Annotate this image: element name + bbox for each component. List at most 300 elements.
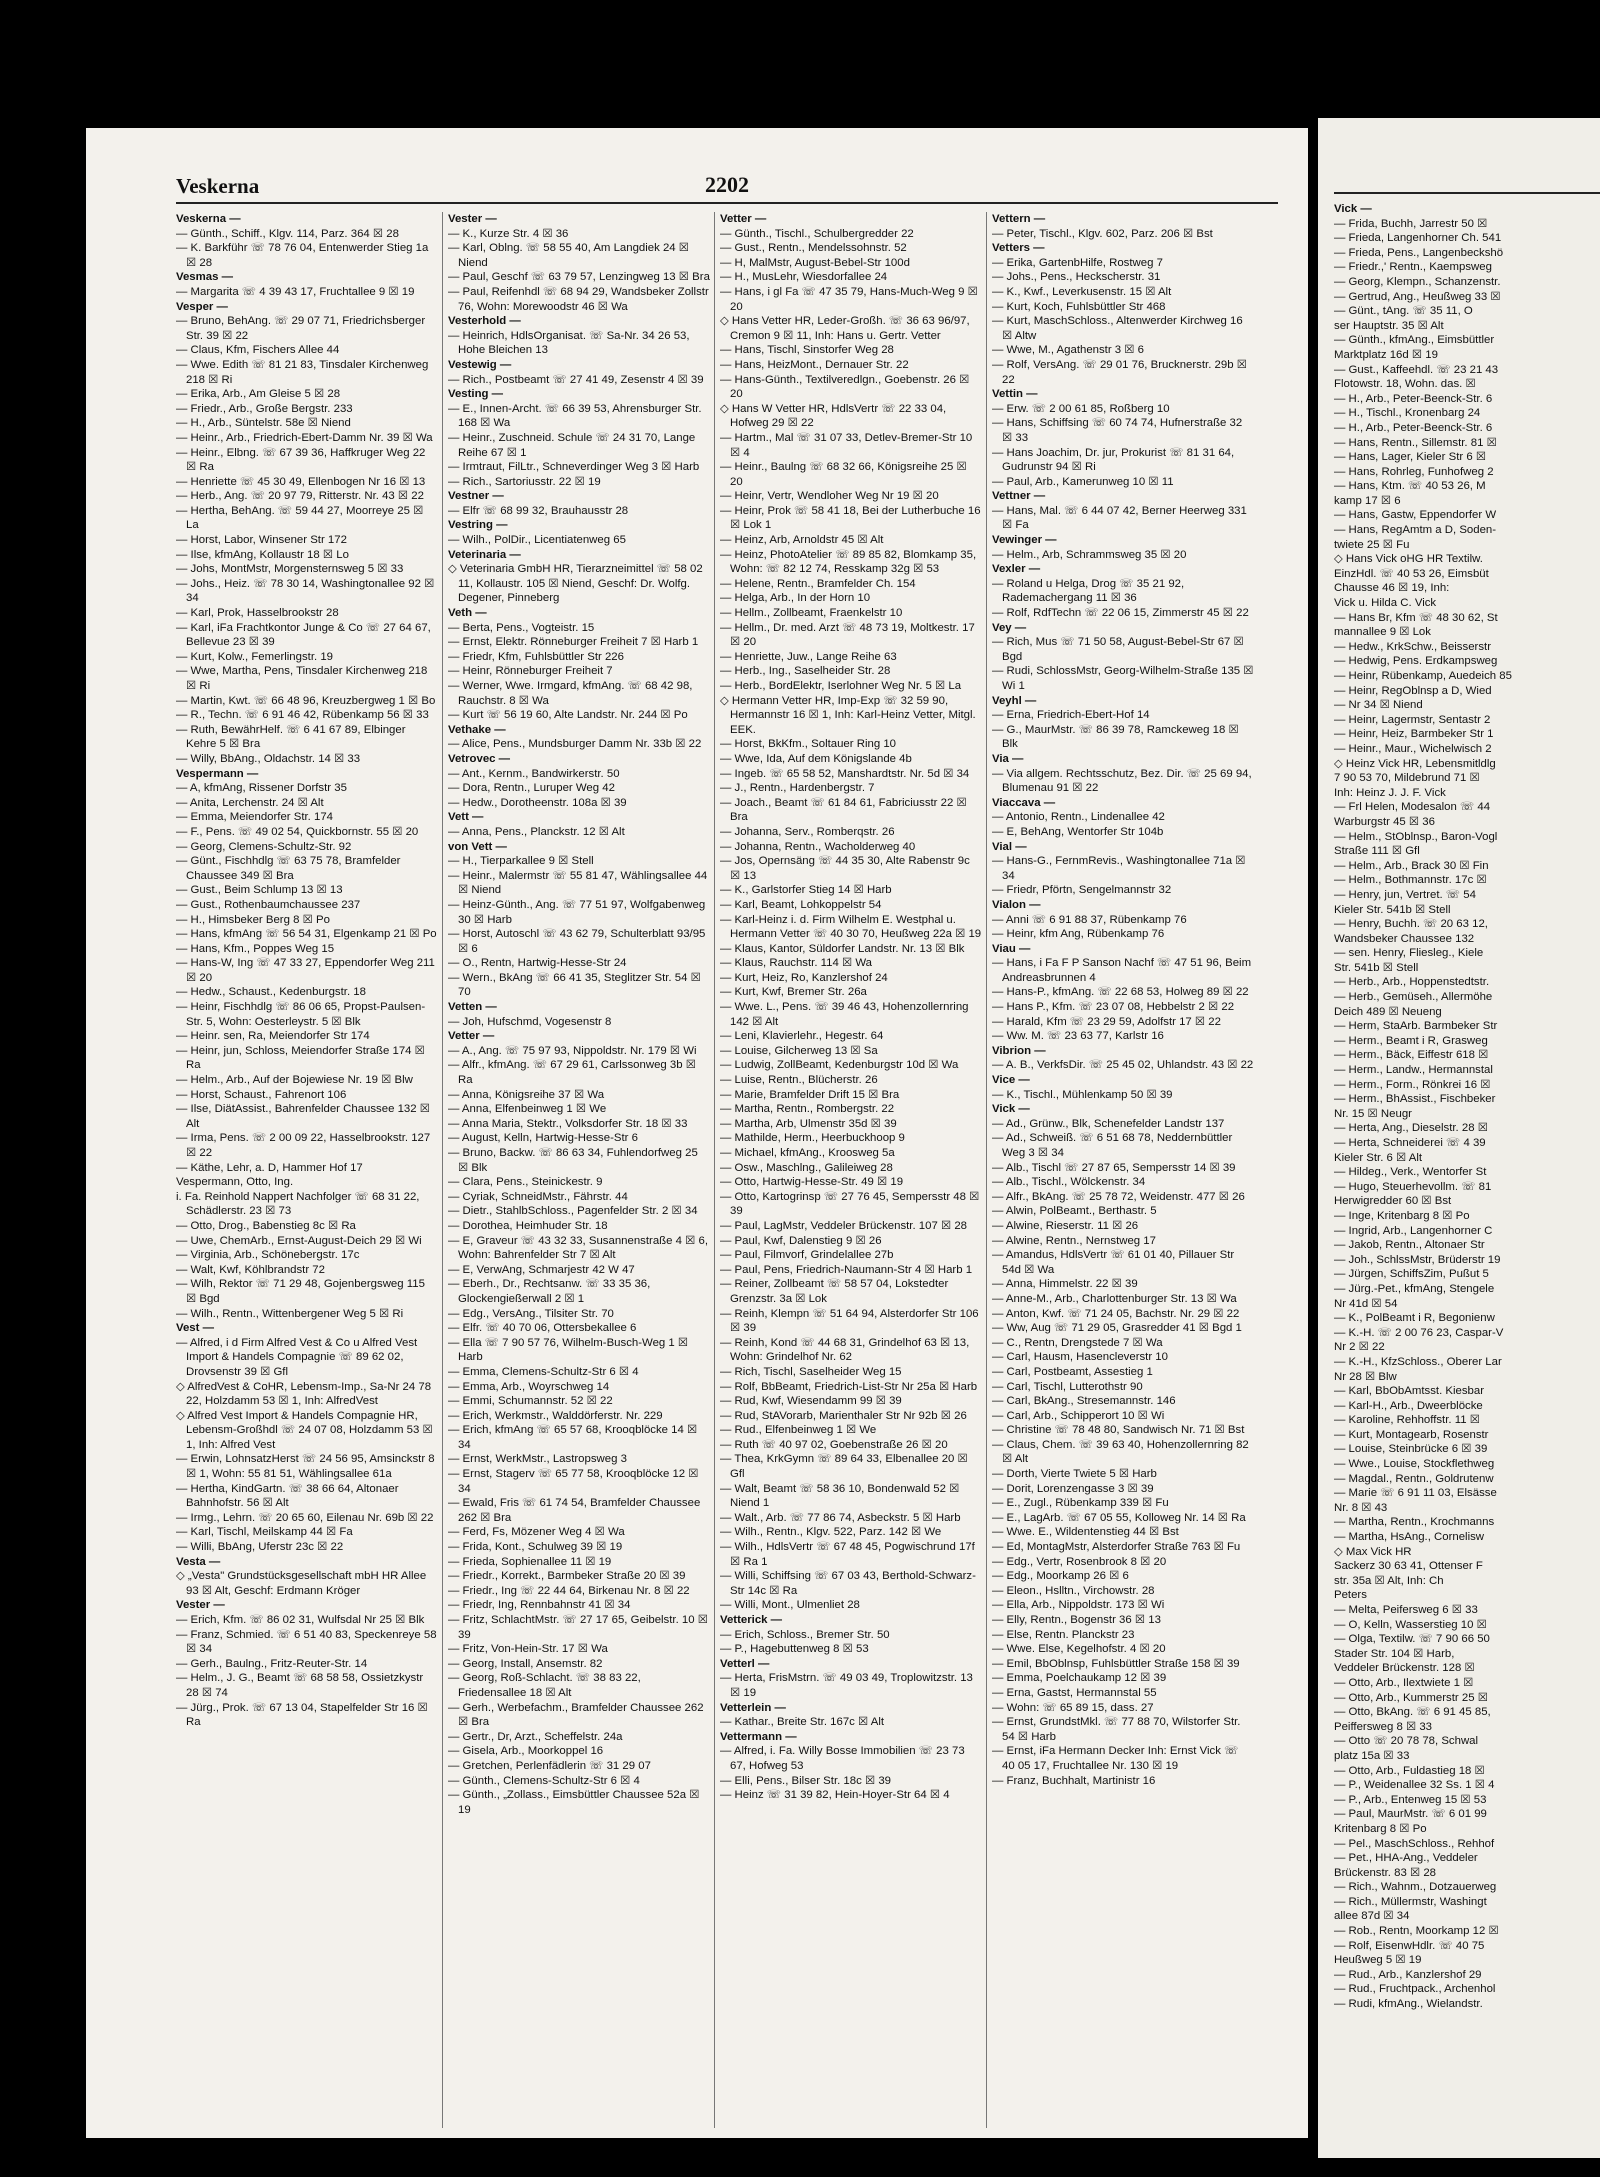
surname-heading: Viau —	[992, 942, 1031, 955]
directory-entry: — Kurt, MaschSchloss., Altenwerder Kirchweg 16 ☒ Altw	[992, 315, 1243, 342]
directory-entry: — Helm., StOblnsp., Baron-Vogl	[1334, 830, 1498, 843]
directory-entry: twiete 25 ☒ Fu	[1334, 538, 1410, 551]
directory-entry: — Horst, Schaust., Fahrenort 106	[176, 1088, 347, 1101]
directory-entry: — Carl, Arb., Schipperort 10 ☒ Wi	[992, 1409, 1165, 1422]
directory-entry: — Hugo, Steuerhevollm. ☏ 81	[1334, 1180, 1492, 1193]
directory-entry: — Heinr., Malermstr ☏ 55 81 47, Wählingsallee 44 ☒ Niend	[448, 869, 708, 897]
directory-entry: — Olga, Textilw. ☏ 7 90 66 50	[1334, 1633, 1490, 1646]
directory-entry: — Helm., Arb, Schrammsweg 35 ☒ 20	[992, 548, 1187, 561]
directory-entry: — Ernst, WerkMstr., Lastropsweg 3	[448, 1453, 627, 1466]
adjacent-page-column	[1334, 202, 1600, 2148]
directory-entry: — Dorth, Vierte Twiete 5 ☒ Harb	[992, 1468, 1157, 1481]
directory-entry: — Otto, Kartogrinsp ☏ 27 76 45, Sempersstr 48 ☒ 39	[720, 1190, 980, 1218]
directory-entry: — Hans, Kfm., Poppes Weg 15	[176, 942, 335, 955]
directory-entry: — K., Kwf., Leverkusenstr. 15 ☒ Alt	[992, 285, 1172, 298]
directory-entry: — Louise, Steinbrücke 6 ☒ 39	[1334, 1443, 1488, 1456]
directory-entry: — Wwe, M., Agathenstr 3 ☒ 6	[992, 344, 1145, 357]
directory-entry: — Virginia, Arb., Schönebergstr. 17c	[176, 1249, 360, 1262]
directory-entry: Nr 41d ☒ 54	[1334, 1297, 1398, 1310]
directory-entry: — Ww, Aug ☏ 71 29 05, Grasredder 41 ☒ Bgd 1	[992, 1322, 1242, 1335]
directory-entry: — Erna, Friedrich-Ebert-Hof 14	[992, 709, 1150, 722]
directory-entry: — Friedr., Korrekt., Barmbeker Straße 20 ☒ 39	[448, 1570, 686, 1583]
directory-entry: — Johs., Heiz. ☏ 78 30 14, Washingtonallee 92 ☒ 34	[176, 577, 435, 605]
surname-heading: Vestring —	[448, 519, 508, 532]
directory-entry: — Ella ☏ 7 90 57 76, Wilhelm-Busch-Weg 1 ☒ Harb	[448, 1336, 689, 1364]
directory-entry: — Gerh., Baulng., Fritz-Reuter-Str. 14	[176, 1657, 368, 1670]
surname-heading: Vetterlein —	[720, 1701, 786, 1714]
directory-entry: — Klaus, Kantor, Süldorfer Landstr. Nr. 13 ☒ Blk	[720, 942, 965, 955]
directory-entry: — E, VerwAng, Schmarjestr 42 W 47	[448, 1263, 635, 1276]
directory-entry: — Rich, Tischl, Saselheider Weg 15	[720, 1365, 902, 1378]
directory-entry: — Erich, kfmAng ☏ 65 57 68, Krooqblöcke 14 ☒ 34	[448, 1424, 698, 1451]
surname-heading: Vesper —	[176, 300, 228, 313]
directory-entry: — Carl, Hausm, Hasencleverstr 10	[992, 1351, 1168, 1364]
directory-entry: — Paul, Reifenhdl ☏ 68 94 29, Wandsbeker Zollstr 76, Wohn: Morewoodstr 46 ☒ Wa	[448, 285, 709, 313]
directory-entry: ◇ Veterinaria GmbH HR, Tierarzneimittel ☏ 58 02 11, Kollaustr. 105 ☒ Niend, Geschf: Dr. Wolfg. Degener, Pinneberg	[448, 563, 703, 605]
directory-entry: — Leni, Klavierlehr., Hegestr. 64	[720, 1030, 884, 1043]
directory-entry: i. Fa. Reinhold Nappert Nachfolger ☏ 68 31 22, Schädlerstr. 23 ☒ 73	[176, 1190, 420, 1218]
directory-entry: — Herb., Gemüseh., Allermöhe	[1334, 991, 1493, 1004]
directory-entry: — Ewald, Fris ☏ 61 74 54, Bramfelder Chaussee 262 ☒ Bra	[448, 1497, 701, 1524]
directory-entry: — Heinr, RegOblnsp a D, Wied	[1334, 684, 1492, 697]
surname-heading: Veterinaria —	[448, 548, 521, 561]
directory-entry: — Margarita ☏ 4 39 43 17, Fruchtallee 9 ☒ 19	[176, 285, 415, 298]
directory-entry: — Clara, Pens., Steinickestr. 9	[448, 1176, 603, 1189]
directory-entry: — Heinz, PhotoAtelier ☏ 89 85 82, Blomkamp 35, Wohn: ☏ 82 12 74, Resskamp 32g ☒ 53	[720, 548, 977, 576]
directory-entry: — Georg, Roß-Schlacht. ☏ 38 83 22, Friedensallee 18 ☒ Alt	[448, 1672, 641, 1699]
directory-entry: — Fritz, SchlachtMstr. ☏ 27 17 65, Geibelstr. 10 ☒ 39	[448, 1614, 708, 1641]
directory-entry: — Heinr., Elbng. ☏ 67 39 36, Haffkruger Weg 22 ☒ Ra	[176, 446, 426, 474]
directory-entry: — Heinr, Vertr, Wendloher Weg Nr 19 ☒ 20	[720, 490, 939, 503]
surname-heading: Veskerna —	[176, 213, 241, 225]
surname-heading: Vestner —	[448, 490, 504, 503]
directory-entry: — Günth., „Zollass., Eimsbüttler Chaussee 52a ☒ 19	[448, 1789, 700, 1816]
directory-entry: — K., Tischl., Mühlenkamp 50 ☒ 39	[992, 1088, 1173, 1101]
directory-entry: — Günth., kfmAng., Eimsbüttler	[1334, 334, 1495, 347]
directory-entry: — sen. Henry, Fliesleg., Kiele	[1334, 947, 1484, 960]
surname-heading: Vester —	[176, 1599, 225, 1612]
directory-entry: — Irma, Pens. ☏ 2 00 09 22, Hasselbrookstr. 127 ☒ 22	[176, 1132, 431, 1159]
directory-entry: — Wilh., Rentn., Klgv. 522, Parz. 142 ☒ We	[720, 1526, 942, 1539]
directory-entry: — Johanna, Rentn., Wacholderweg 40	[720, 840, 916, 853]
directory-entry: — Elfr ☏ 68 99 32, Brauhausstr 28	[448, 504, 629, 517]
directory-entry: — Joh, Hufschmd, Vogesenstr 8	[448, 1015, 612, 1028]
directory-entry: — Ad., Grünw., Blk, Schenefelder Landstr 137	[992, 1117, 1225, 1130]
directory-entry: — Ernst, GrundstMkl. ☏ 77 88 70, Wilstorfer Str. 54 ☒ Harb	[992, 1716, 1241, 1743]
directory-entry: — Osw., Maschlng., Galileiweg 28	[720, 1161, 893, 1174]
surname-heading: Vespermann —	[176, 767, 259, 780]
directory-entry: Nr. 15 ☒ Neugr	[1334, 1107, 1412, 1120]
directory-entry: — Herm, StaArb. Barmbeker Str	[1334, 1020, 1498, 1033]
directory-entry: — Heinz ☏ 31 39 82, Hein-Hoyer-Str 64 ☒ 4	[720, 1789, 950, 1802]
directory-entry: — Heinr., Arb., Friedrich-Ebert-Damm Nr. 39 ☒ Wa	[176, 431, 433, 444]
directory-entry: — Hans, Ktm. ☏ 40 53 26, M	[1334, 480, 1486, 493]
directory-entry: — Otto, Arb., Ilextwiete 1 ☒	[1334, 1676, 1474, 1689]
directory-entry: — Kurt ☏ 56 19 60, Alte Landstr. Nr. 244 ☒ Po	[448, 709, 688, 722]
directory-entry: — Emma, Meiendorfer Str. 174	[176, 811, 333, 824]
directory-entry: — Erich, Schloss., Bremer Str. 50	[720, 1628, 890, 1641]
surname-heading: Vey —	[992, 621, 1027, 634]
directory-entry: — Ingrid, Arb., Langenhorner C	[1334, 1224, 1493, 1237]
directory-entry: — Wwe. L., Pens. ☏ 39 46 43, Hohenzollernring 142 ☒ Alt	[720, 1001, 969, 1028]
directory-entry: — Hans, Schiffsing ☏ 60 74 74, Hufnerstraße 32 ☒ 33	[992, 417, 1243, 444]
directory-entry: — Kurt, Kolw., Femerlingstr. 19	[176, 650, 333, 663]
directory-entry: — Hans-P., kfmAng. ☏ 22 68 53, Holweg 89 ☒ 22	[992, 986, 1249, 999]
directory-entry: — Otto, BkAng. ☏ 6 91 45 85,	[1334, 1706, 1491, 1719]
directory-entry: — Ed, MontagMstr, Alsterdorfer Straße 763 ☒ Fu	[992, 1541, 1241, 1554]
surname-heading: Vettern —	[992, 213, 1046, 225]
directory-entry: — Günth., Tischl., Schulbergredder 22	[720, 227, 914, 240]
surname-heading: Vettin —	[992, 388, 1038, 401]
directory-entry: — Hartm., Mal ☏ 31 07 33, Detlev-Bremer-Str 10 ☒ 4	[720, 431, 973, 459]
directory-entry: — Hellm., Zollbeamt, Fraenkelstr 10	[720, 607, 903, 620]
directory-entry: — Anton, Kwf. ☏ 71 24 05, Bachstr. Nr. 29 ☒ 22	[992, 1307, 1240, 1320]
directory-entry: — Ingeb. ☏ 65 58 52, Manshardtstr. Nr. 5d ☒ 34	[720, 767, 970, 780]
surname-heading: Vest —	[176, 1322, 214, 1335]
directory-entry: — Heinr. sen, Ra, Meiendorfer Str 174	[176, 1030, 370, 1043]
directory-entry: — Wohn: ☏ 65 89 15, dass. 27	[992, 1701, 1154, 1714]
directory-entry: — Günth., Clemens-Schultz-Str 6 ☒ 4	[448, 1774, 640, 1787]
directory-entry: — Frida, Kont., Schulweg 39 ☒ 19	[448, 1541, 623, 1554]
directory-entry: — Wwe., Louise, Stockflethweg	[1334, 1458, 1495, 1471]
directory-entry: — Martha, Rentn., Krochmanns	[1334, 1516, 1495, 1529]
surname-heading: Vettermann —	[720, 1730, 797, 1743]
directory-entry: — Alwine, Rieserstr. 11 ☒ 26	[992, 1219, 1139, 1232]
directory-entry: ◇ Alfred Vest Import & Handels Compagnie HR, Lebensm-Großhdl ☏ 24 07 08, Holzdamm 53 ☒ 1, Inh: Alfred Vest	[176, 1409, 433, 1451]
directory-entry: — P., Weidenallee 32 Ss. 1 ☒ 4	[1334, 1779, 1495, 1792]
directory-entry: — K.-H., KfzSchloss., Oberer Lar	[1334, 1355, 1502, 1368]
directory-entry: Str. 541b ☒ Stell	[1334, 961, 1419, 974]
directory-entry: — A., Ang. ☏ 75 97 93, Nippoldstr. Nr. 179 ☒ Wi	[448, 1044, 697, 1057]
directory-entry: — Helm., Bothmannstr. 17c ☒	[1334, 874, 1487, 887]
directory-entry: — Rud., Arb., Kanzlershof 29	[1334, 1968, 1482, 1981]
directory-entry: — O., Rentn, Hartwig-Hesse-Str 24	[448, 957, 627, 970]
directory-entry: — Heinr, Fischhdlg ☏ 86 06 65, Propst-Paulsen-Str. 5, Wohn: Oesterleystr. 5 ☒ Blk	[176, 1001, 426, 1028]
directory-entry: — Friedr., Arb., Große Bergstr. 233	[176, 402, 353, 415]
directory-entry: — Karoline, Rehhoffstr. 11 ☒	[1334, 1414, 1480, 1427]
directory-entry: — Frieda, Pens., Langenbeckshö	[1334, 246, 1504, 259]
directory-entry: Heußweg 5 ☒ 19	[1334, 1954, 1422, 1967]
directory-page	[86, 128, 1308, 2138]
directory-entry: — Heinz, Arb, Arnoldstr 45 ☒ Alt	[720, 534, 884, 547]
directory-entry: — Helga, Arb., In der Horn 10	[720, 592, 871, 605]
surname-heading: Vetter —	[448, 1030, 495, 1043]
directory-entry: — Karl-H., Arb., Dweerblöcke	[1334, 1399, 1483, 1412]
directory-entry: — Herm., Beamt i R, Grasweg	[1334, 1034, 1488, 1047]
directory-entry: — Alb., Tischl ☏ 27 87 65, Sempersstr 14 ☒ 39	[992, 1161, 1236, 1174]
directory-entry: — Helene, Rentn., Bramfelder Ch. 154	[720, 577, 916, 590]
directory-entry: — Heinrich, HdlsOrganisat. ☏ Sa-Nr. 34 26 53, Hohe Bleichen 13	[448, 329, 690, 357]
directory-entry: — Alb., Tischl., Wölckenstr. 34	[992, 1176, 1146, 1189]
directory-entry: — Hedw., Dorotheenstr. 108a ☒ 39	[448, 796, 627, 809]
directory-entry: — Frieda, Langenhorner Ch. 541	[1334, 232, 1502, 245]
surname-heading: Vetter —	[720, 213, 767, 225]
directory-entry: Straße 111 ☒ Gfl	[1334, 845, 1420, 858]
directory-entry: — Käthe, Lehr, a. D, Hammer Hof 17	[176, 1161, 363, 1174]
directory-entry: — Karl, Beamt, Lohkoppelstr 54	[720, 898, 882, 911]
directory-entry: — Rolf, BbBeamt, Friedrich-List-Str Nr 25a ☒ Harb	[720, 1380, 978, 1393]
directory-entry: — Hans P., Kfm. ☏ 23 07 08, Hebbelstr 2 ☒ 22	[992, 1001, 1235, 1014]
directory-entry: — Nr 34 ☒ Niend	[1334, 699, 1423, 712]
directory-entry: Inh: Heinz J. J. F. Vick	[1334, 786, 1446, 799]
surname-heading: von Vett —	[448, 840, 507, 853]
directory-entry: — Rob., Rentn, Moorkamp 12 ☒	[1334, 1925, 1499, 1938]
directory-entry: Stader Str. 104 ☒ Harb,	[1334, 1647, 1455, 1660]
directory-entry: — Hans, Rohrleg, Funhofweg 2	[1334, 465, 1494, 478]
directory-entry: — Kurt, Koch, Fuhlsbüttler Str 468	[992, 300, 1166, 313]
directory-entry: — Georg, Install, Ansemstr. 82	[448, 1657, 603, 1670]
directory-entry: Sackerz 30 63 41, Ottenser F	[1334, 1560, 1483, 1573]
directory-entry: — Kurt, Kwf, Bremer Str. 26a	[720, 986, 867, 999]
directory-entry: — Edg., Moorkamp 26 ☒ 6	[992, 1570, 1129, 1583]
directory-entry: — Otto, Drog., Babenstieg 8c ☒ Ra	[176, 1219, 356, 1232]
directory-entry: — Rolf, VersAng. ☏ 29 01 76, Brucknerstr. 29b ☒ 22	[992, 358, 1247, 386]
directory-entry: Marktplatz 16d ☒ 19	[1334, 348, 1438, 361]
directory-entry: — Ernst, Stagerv ☏ 65 77 58, Krooqblöcke 12 ☒ 34	[448, 1468, 699, 1495]
directory-entry: — Emma, Poelchaukamp 12 ☒ 39	[992, 1672, 1167, 1685]
surname-heading: Veth —	[448, 607, 487, 620]
directory-entry: — E., LagArb. ☏ 67 05 55, Kolloweg Nr. 14 ☒ Ra	[992, 1511, 1246, 1524]
directory-entry: — Irmtraut, FilLtr., Schneverdinger Weg 3 ☒ Harb	[448, 461, 700, 474]
directory-entry: — Irmg., Lehrn. ☏ 20 65 60, Eilenau Nr. 69b ☒ 22	[176, 1511, 434, 1524]
surname-heading: Vesting —	[448, 388, 504, 401]
directory-entry: — G., MaurMstr. ☏ 86 39 78, Ramckeweg 18 ☒ Blk	[992, 723, 1239, 751]
directory-entry: — Günt., tAng. ☏ 35 11, O	[1334, 305, 1473, 318]
directory-entry: — Claus, Kfm, Fischers Allee 44	[176, 344, 340, 357]
directory-entry: — Anna, Himmelstr. 22 ☒ 39	[992, 1278, 1138, 1291]
directory-column-4	[992, 212, 1254, 2128]
directory-entry: — Herm., BhAssist., Fischbeker	[1334, 1093, 1496, 1106]
directory-entry: Peters	[1334, 1589, 1367, 1602]
directory-entry: — Helm., Arb., Auf der Bojewiese Nr. 19 ☒ Blw	[176, 1074, 413, 1087]
directory-entry: — Erika, GartenbHilfe, Rostweg 7	[992, 256, 1163, 269]
surname-heading: Vester —	[448, 213, 497, 225]
directory-entry: — Georg, Clemens-Schultz-Str. 92	[176, 840, 352, 853]
directory-entry: — Heinr, Rübenkamp, Auedeich 85	[1334, 670, 1512, 682]
directory-entry: Nr 2 ☒ 22	[1334, 1341, 1385, 1354]
directory-entry: — Kurt, Montagearb, Rosenstr	[1334, 1428, 1489, 1441]
directory-entry: Brückenstr. 83 ☒ 28	[1334, 1866, 1437, 1879]
directory-entry: — Herm., Bäck, Eiffestr 618 ☒	[1334, 1049, 1489, 1062]
directory-entry: — Ww. M. ☏ 23 63 77, Karlstr 16	[992, 1030, 1164, 1043]
directory-entry: — Carl, Postbeamt, Assestieg 1	[992, 1365, 1153, 1378]
directory-entry: — Kurt, Heiz, Ro, Kanzlershof 24	[720, 971, 888, 984]
directory-entry: — Christine ☏ 78 48 80, Sandwisch Nr. 71 ☒ Bst	[992, 1424, 1245, 1437]
directory-entry: — Martha, HsAng., Cornelisw	[1334, 1531, 1485, 1544]
directory-entry: — Gerh., Werbefachm., Bramfelder Chaussee 262 ☒ Bra	[448, 1701, 704, 1729]
directory-entry: — Günt., Fischhdlg ☏ 63 75 78, Bramfelder Chaussee 349 ☒ Bra	[176, 855, 401, 882]
directory-entry: — Elly, Rentn., Bogenstr 36 ☒ 13	[992, 1614, 1161, 1626]
directory-entry: — Hedw., KrkSchw., Beisserstr	[1334, 640, 1491, 653]
directory-entry: — Alwin, PolBeamt., Berthastr. 5	[992, 1205, 1157, 1218]
directory-columns	[176, 212, 1278, 2128]
directory-entry: — Willi, Mont., Ulmenliet 28	[720, 1599, 860, 1612]
directory-entry: — Ella, Arb., Nippoldstr. 173 ☒ Wi	[992, 1599, 1165, 1612]
directory-entry: — Gertr., Dr, Arzt., Scheffelstr. 24a	[448, 1730, 623, 1743]
directory-entry: — Paul, LagMstr, Veddeler Brückenstr. 107 ☒ 28	[720, 1219, 968, 1232]
directory-entry: — Eberh., Dr., Rechtsanw. ☏ 33 35 36, Glockengießerwall 2 ☒ 1	[448, 1278, 651, 1305]
directory-entry: — Willy, BbAng., Oldachstr. 14 ☒ 33	[176, 752, 361, 765]
directory-entry: — Dora, Rentn., Luruper Weg 42	[448, 782, 615, 795]
directory-entry: — C., Rentn, Drengstede 7 ☒ Wa	[992, 1336, 1163, 1349]
directory-entry: — Paul, MaurMstr. ☏ 6 01 99	[1334, 1808, 1487, 1821]
directory-entry: — A. B., VerkfsDir. ☏ 25 45 02, Uhlandstr. 43 ☒ 22	[992, 1059, 1254, 1072]
surname-heading: Vexler —	[992, 563, 1041, 576]
directory-entry: — Paul, Pens, Friedrich-Naumann-Str 4 ☒ Harb 1	[720, 1263, 973, 1276]
directory-entry: — Martha, Arb, Ulmenstr 35d ☒ 39	[720, 1117, 897, 1130]
directory-entry: — Hans, Tischl, Sinstorfer Weg 28	[720, 344, 894, 357]
directory-entry: — Hans, Rentn., Sillemstr. 81 ☒	[1334, 436, 1497, 449]
directory-entry: — Wwe. Edith ☏ 81 21 83, Tinsdaler Kirchenweg 218 ☒ Ri	[176, 358, 429, 386]
directory-entry: — Anna, Pens., Planckstr. 12 ☒ Alt	[448, 825, 625, 838]
directory-entry: — A, kfmAng, Rissener Dorfstr 35	[176, 782, 347, 795]
directory-entry: — Jürgen, SchiffsZim, Pußut 5	[1334, 1268, 1489, 1281]
directory-entry: — Ruth, BewährHelf. ☏ 6 41 67 89, Elbinger Kehre 5 ☒ Bra	[176, 723, 406, 751]
directory-entry: ser Hauptstr. 35 ☒ Alt	[1334, 319, 1444, 332]
directory-entry: — Herb., Arb., Hoppenstedtstr.	[1334, 976, 1490, 989]
directory-entry: — Wilh., HdlsVertr ☏ 67 48 45, Pogwischrund 17f ☒ Ra 1	[720, 1541, 975, 1568]
directory-entry: — Rich, Mus ☏ 71 50 58, August-Bebel-Str 67 ☒ Bgd	[992, 636, 1244, 663]
directory-entry: — Joach., Beamt ☏ 61 84 61, Fabriciusstr 22 ☒ Bra	[720, 796, 967, 824]
directory-entry: — Bruno, BehAng. ☏ 29 07 71, Friedrichsberger Str. 39 ☒ 22	[176, 315, 426, 342]
directory-entry: — Horst, BkKfm., Soltauer Ring 10	[720, 738, 896, 751]
directory-entry: — Hans-Günth., Textilveredlgn., Goebenstr. 26 ☒ 20	[720, 373, 970, 401]
directory-entry: — H., Himsbeker Berg 8 ☒ Po	[176, 913, 330, 926]
directory-entry: — Heinr., Zuschneid. Schule ☏ 24 31 70, Lange Reihe 67 ☒ 1	[448, 431, 696, 459]
directory-entry: — Otto ☏ 20 78 78, Schwal	[1334, 1735, 1479, 1748]
directory-entry: allee 87d ☒ 34	[1334, 1910, 1410, 1923]
directory-entry: — Anne-M., Arb., Charlottenburger Str. 13 ☒ Wa	[992, 1292, 1237, 1305]
directory-entry: — Anna, Königsreihe 37 ☒ Wa	[448, 1088, 605, 1101]
directory-entry: — Berta, Pens., Vogteistr. 15	[448, 621, 595, 634]
directory-entry: — Jürg.-Pet., kfmAng, Stengele	[1334, 1282, 1495, 1295]
directory-entry: — Ferd, Fs, Mözener Weg 4 ☒ Wa	[448, 1526, 625, 1539]
directory-entry: — Helm., J. G., Beamt ☏ 68 58 58, Ossietzkystr 28 ☒ 74	[176, 1672, 424, 1699]
directory-entry: — Else, Rentn. Planckstr 23	[992, 1628, 1135, 1641]
directory-entry: — Alfr., BkAng. ☏ 25 78 72, Weidenstr. 477 ☒ 26	[992, 1190, 1245, 1203]
directory-entry: Vespermann, Otto, Ing.	[176, 1176, 294, 1189]
surname-heading: Vettner —	[992, 490, 1046, 503]
directory-entry: — Wwe, Ida, Auf dem Königslande 4b	[720, 752, 912, 765]
directory-entry: — Horst, Autoschl ☏ 43 62 79, Schulterblatt 93/95 ☒ 6	[448, 928, 706, 955]
directory-entry: — Edg., Vertr, Rosenbrook 8 ☒ 20	[992, 1555, 1167, 1568]
directory-entry: — Carl, BkAng., Stresemannstr. 146	[992, 1395, 1176, 1408]
directory-entry: ◇ Heinz Vick HR, Lebensmitldlg	[1334, 757, 1496, 770]
directory-column-3	[720, 212, 982, 2128]
directory-entry: — Hans, Lager, Kieler Str 6 ☒	[1334, 451, 1487, 464]
directory-entry: — Alice, Pens., Mundsburger Damm Nr. 33b ☒ 22	[448, 738, 702, 751]
directory-entry: — Herta, Ang., Dieselstr. 28 ☒	[1334, 1122, 1488, 1135]
directory-entry: — Horst, Labor, Winsener Str 172	[176, 534, 347, 547]
directory-entry: — Erich, Werkmstr., Walddörferstr. Nr. 229	[448, 1409, 663, 1422]
surname-heading: Vetrovec —	[448, 752, 511, 765]
surname-heading: Vetterl —	[720, 1657, 770, 1670]
directory-entry: — Amandus, HdlsVertr ☏ 61 01 40, Pillauer Str 54d ☒ Wa	[992, 1249, 1235, 1276]
directory-entry: — Reinh, Klempn ☏ 51 64 94, Alsterdorfer Str 106 ☒ 39	[720, 1307, 979, 1335]
directory-entry: ◇ Hans Vetter HR, Leder-Großh. ☏ 36 63 96/97, Cremon 9 ☒ 11, Inh: Hans u. Gertr. Vetter	[720, 315, 970, 342]
directory-entry: — Alfred, i d Firm Alfred Vest & Co u Alfred Vest Import & Handels Compagnie ☏ 89 62 02, Drovsenstr 39 ☒ Gfl	[176, 1336, 418, 1378]
directory-entry: — Karl-Heinz i. d. Firm Wilhelm E. Westphal u. Hermann Vetter ☏ 40 30 70, Heußweg 22a ☒ 19	[720, 913, 982, 941]
directory-entry: — Heinr, Heiz, Barmbeker Str 1	[1334, 728, 1494, 741]
directory-entry: Vick u. Hilda C. Vick	[1334, 597, 1437, 610]
directory-entry: — Rud, StAVorarb, Marienthaler Str Nr 92b ☒ 26	[720, 1409, 967, 1422]
directory-entry: — Rudi, kfmAng., Wielandstr.	[1334, 1998, 1483, 2011]
directory-entry: — Emmi, Schumannstr. 52 ☒ 22	[448, 1395, 613, 1408]
directory-entry: — Herta, Schneiderei ☏ 4 39	[1334, 1137, 1486, 1149]
directory-entry: — Herb., Ang. ☏ 20 97 79, Ritterstr. Nr. 43 ☒ 22	[176, 490, 424, 503]
directory-entry: — H., Tierparkallee 9 ☒ Stell	[448, 855, 594, 868]
directory-entry: — Hertha, KindGartn. ☏ 38 66 64, Altonaer Bahnhofstr. 56 ☒ Alt	[176, 1482, 399, 1510]
surname-heading: Vick —	[1334, 203, 1372, 215]
directory-entry: — Alfred, i. Fa. Willy Bosse Immobilien ☏ 23 73 67, Hofweg 53	[720, 1745, 965, 1772]
directory-entry: — P., Hagebuttenweg 8 ☒ 53	[720, 1643, 869, 1656]
directory-entry: — Anna, Elfenbeinweg 1 ☒ We	[448, 1103, 607, 1116]
directory-entry: — Friedr, Ing, Rennbahnstr 41 ☒ 34	[448, 1599, 631, 1612]
directory-entry: kamp 17 ☒ 6	[1334, 494, 1401, 507]
directory-entry: — Gust., Rothenbaumchaussee 237	[176, 898, 361, 911]
directory-entry: ◇ Hans W Vetter HR, HdlsVertr ☏ 22 33 04, Hofweg 29 ☒ 22	[720, 402, 947, 430]
directory-entry: — Karl, BbObAmtsst. Kiesbar	[1334, 1385, 1485, 1398]
directory-entry: — H., Arb., Peter-Beenck-Str. 6	[1334, 392, 1493, 405]
directory-entry: — Louise, Gilcherweg 13 ☒ Sa	[720, 1044, 878, 1057]
directory-entry: — R., Techn. ☏ 6 91 46 42, Rübenkamp 56 ☒ 33	[176, 709, 429, 722]
adjacent-page-header	[1334, 162, 1600, 194]
directory-entry: — Frieda, Sophienallee 11 ☒ 19	[448, 1555, 612, 1568]
directory-entry: — Ad., Schweiß. ☏ 6 51 68 78, Neddernbüttler Weg 3 ☒ 34	[992, 1132, 1233, 1159]
surname-heading: Vethake —	[448, 723, 506, 736]
surname-heading: Vesmas —	[176, 271, 233, 284]
directory-entry: — Hans, Mal. ☏ 6 44 07 42, Berner Heerweg 331 ☒ Fa	[992, 504, 1247, 532]
directory-entry: — Edg., VersAng., Tilsiter Str. 70	[448, 1307, 614, 1320]
directory-entry: Warburgstr 45 ☒ 36	[1334, 815, 1435, 828]
directory-entry: — Hans, Gastw, Eppendorfer W	[1334, 509, 1497, 522]
directory-entry: — Martin, Kwt. ☏ 66 48 96, Kreuzbergweg 1 ☒ Bo	[176, 694, 436, 707]
directory-entry: — Herm., Landw., Hermannstal	[1334, 1064, 1493, 1077]
directory-entry: — Ludwig, ZollBeamt, Kedenburgstr 10d ☒ Wa	[720, 1059, 959, 1072]
surname-heading: Via —	[992, 752, 1024, 765]
surname-heading: Vewinger —	[992, 534, 1057, 547]
directory-entry: — Rud, Kwf, Wiesendamm 99 ☒ 39	[720, 1395, 902, 1408]
directory-entry: — Heinr, Prok ☏ 58 41 18, Bei der Lutherbuche 16 ☒ Lok 1	[720, 504, 981, 532]
directory-entry: — Walt, Beamt ☏ 58 36 10, Bondenwald 52 ☒ Niend 1	[720, 1482, 960, 1510]
directory-entry: — Elfr. ☏ 40 70 06, Ottersbekallee 6	[448, 1322, 637, 1335]
directory-entry: — Elli, Pens., Bilser Str. 18c ☒ 39	[720, 1774, 892, 1787]
directory-entry: — H, MalMstr, August-Bebel-Str 100d	[720, 256, 910, 269]
adjacent-page-columns	[1334, 202, 1600, 2148]
directory-entry: — Gust., Kaffeehdl. ☏ 23 21 43	[1334, 363, 1499, 376]
directory-entry: — Wwe. Else, Kegelhofstr. 4 ☒ 20	[992, 1643, 1166, 1656]
directory-entry: — Wwe, Martha, Pens, Tinsdaler Kirchenweg 218 ☒ Ri	[176, 665, 428, 692]
surname-heading: Viaccava —	[992, 796, 1056, 809]
directory-entry: Kieler Str. 6 ☒ Alt	[1334, 1151, 1423, 1164]
directory-entry: — Frida, Buchh, Jarrestr 50 ☒	[1334, 217, 1488, 230]
directory-entry: — Rudi, SchlossMstr, Georg-Wilhelm-Straße 135 ☒ Wi 1	[992, 665, 1254, 692]
directory-entry: — Henriette, Juw., Lange Reihe 63	[720, 650, 897, 663]
directory-entry: — Friedr.,' Rentn., Kaempsweg	[1334, 261, 1492, 274]
directory-entry: — Heinr., Maur., Wichelwisch 2	[1334, 742, 1492, 755]
directory-entry: — Herta, FrisMstrn. ☏ 49 03 49, Troplowitzstr. 13 ☒ 19	[720, 1672, 973, 1699]
directory-entry: — Erwin, LohnsatzHerst ☏ 24 56 95, Amsinckstr 8 ☒ 1, Wohn: 55 81 51, Wählingsallee 61a	[176, 1453, 435, 1481]
directory-entry: — Carl, Tischl, Lutterothstr 90	[992, 1380, 1143, 1393]
directory-entry: — Paul, Arb., Kamerunweg 10 ☒ 11	[992, 475, 1174, 488]
directory-entry: Nr. 8 ☒ 43	[1334, 1501, 1388, 1514]
directory-entry: — E, BehAng, Wentorfer Str 104b	[992, 825, 1164, 838]
directory-entry: — E., Zugl., Rübenkamp 339 ☒ Fu	[992, 1497, 1169, 1510]
directory-entry: — H., MusLehr, Wiesdorfallee 24	[720, 271, 888, 284]
directory-entry: — Hans, i Fa F P Sanson Nachf ☏ 47 51 96, Beim Andreasbrunnen 4	[992, 957, 1252, 984]
directory-entry: — K. Barkführ ☏ 78 76 04, Entenwerder Stieg 1a ☒ 28	[176, 242, 429, 269]
directory-entry: — Erna, Gastst, Hermannstal 55	[992, 1686, 1157, 1699]
